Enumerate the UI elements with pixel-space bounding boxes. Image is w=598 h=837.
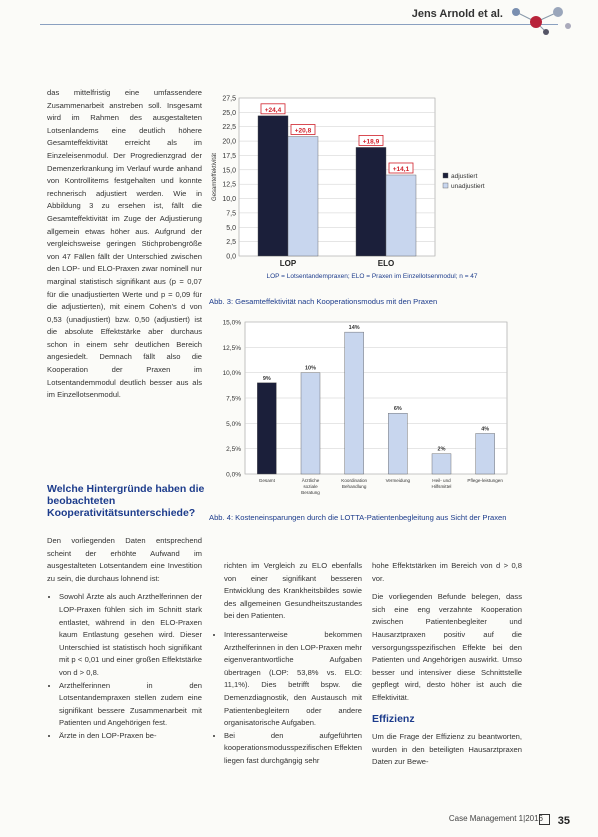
col2-bullet: • Bei den aufgeführten kooperationsmodusspezifischen Effekten liegen fast durchgängig sehr: [224, 730, 362, 768]
y-tick-label: 2,5: [226, 239, 236, 247]
footer-journal: Case Management 1|2016: [448, 814, 543, 823]
y-tick-label: 12,5%: [222, 344, 241, 352]
y-tick-label: 20,0: [222, 138, 236, 146]
bar: [301, 373, 320, 474]
y-axis-label: Gesamteffektivität: [212, 153, 218, 201]
header-author: Jens Arnold et al.: [411, 8, 503, 20]
bar: [345, 332, 364, 474]
x-tick-label: Ärztliche soziale Beratung: [301, 478, 320, 495]
y-tick-label: 22,5: [222, 124, 236, 132]
y-tick-label: 7,5: [226, 210, 236, 218]
figure-3: [207, 92, 525, 297]
data-label: +18,9: [362, 138, 380, 146]
bar: [356, 147, 386, 256]
x-tick-label: Vermeidung: [385, 478, 411, 483]
y-tick-label: 5,0: [226, 224, 236, 232]
page-number: 35: [557, 815, 570, 827]
y-tick-label: 25,0: [222, 109, 236, 117]
bar: [257, 383, 276, 474]
x-tick-label: Gesamt: [258, 478, 275, 483]
y-tick-label: 10,0: [222, 196, 236, 204]
col3-paragraph: Die vorliegenden Befunde belegen, dass sich eine eng verzahnte Kooperation zwischen Patientenbegleiter und Hausarztpraxen positiv auf die versorgungsspezifischen Effekte bei den Patienten und Angehörigen auswirkt. Umso besser und intensiver diese Schnittstelle gepflegt wird, desto höher ist auch die Effektivität.: [372, 592, 522, 702]
header-rule: [40, 24, 558, 25]
col1-intro: Den vorliegenden Daten entsprechend scheint der erhöhte Aufwand im ausgestalteten Lotsentandem eine Investition zu sein, die durchaus lohnend ist:: [47, 536, 202, 583]
data-label: 14%: [348, 325, 360, 332]
section-subheading: Welche Hintergründe haben die beobachteten Kooperativitätsunterschiede?: [47, 483, 205, 519]
left-paragraph: das mittelfristig eine umfassendere Zusammenarbeit anstreben soll. Insgesamt wird im Rahmen des ausgestalteten Lotsenlandems eine deutlich höhere Gesamteffektivität erreicht als im Einzeleisenmodul. Der Progredienzgrad der Demenzerkrankung im Verlauf wurde anhand von Kontrollitems festgehalten und konnte rechnerisch adjustiert werden. Wie in Abbildung 3 zu ersehen ist, fällt die Gesamteffektivität im Zuge der Adjustierung allgemein etwas höher aus. Aufgrund der vergleichsweise geringen Stichprobengröße von 47 Fällen fällt der Unterschied zwischen den LOP- und ELO-Praxen zwar nominell nur marginal statistisch signifikant aus (p = 0,07 für die unadjustierten Werte und p = 0,09 für die adjustierten), mit einem Cohen's d von 0,53 (unadjustiert) bzw. 0,50 (adjustiert) ist die absolute Effektstärke aber durchaus schon in einem sehr deutlichen Bereich angesiedelt. Demnach fällt also die Kooperation der Praxen im Lotsentandemmodul deutlich besser aus als im Einzellotsenmodul.: [47, 88, 202, 400]
col1-bullet: • Sowohl Ärzte als auch Arzthelferinnen der LOP-Praxen fühlen sich im Schnitt stark entlastet, während in den ELO-Praxen kaum Entlastung gesehen wird. Dieser Unterschied ist statistisch hoch signifikant mit p < 0,01 und einer großen Effektstärke von d > 0,8.: [59, 591, 202, 679]
data-label: 4%: [481, 426, 490, 433]
x-tick-label: ELO: [377, 259, 395, 268]
chart-kosteneinsparungen: [207, 318, 525, 510]
y-tick-label: 15,0: [222, 167, 236, 175]
legend-swatch: [443, 173, 448, 178]
bar: [388, 413, 407, 474]
x-tick-label: Heil- und Hilfsmittel: [431, 478, 452, 489]
data-label: +14,1: [392, 165, 410, 173]
data-label: 10%: [304, 365, 317, 372]
col3-continuation: hohe Effektstärken im Bereich von d > 0,8 vor.: [372, 561, 522, 583]
bar: [432, 454, 451, 474]
legend-swatch: [443, 183, 448, 188]
y-tick-label: 5,0%: [226, 420, 241, 428]
column-2-lower: [212, 560, 362, 768]
bar: [258, 116, 288, 256]
chart-gesamteffektivitaet: [207, 92, 525, 292]
y-tick-label: 15,0%: [222, 319, 241, 327]
data-label: +24,4: [264, 106, 282, 114]
data-label: 2%: [437, 446, 446, 453]
column-3-lower: [372, 560, 522, 775]
page-icon: [539, 814, 550, 825]
figure-4-caption: Abb. 4: Kosteneinsparungen durch die LOTTA-Patientenbegleitung aus Sicht der Praxen: [209, 513, 507, 522]
figure-3-caption: Abb. 3: Gesamteffektivität nach Kooperationsmodus mit den Praxen: [209, 297, 438, 306]
y-tick-label: 17,5: [222, 152, 236, 160]
column-1-lower: [47, 535, 202, 743]
data-label: 9%: [262, 375, 271, 382]
y-tick-label: 10,0%: [222, 370, 241, 378]
col2-bullet: • Interessanterweise bekommen Arzthelferinnen in den LOP-Praxen mehr eigenverantwortliche Aufgaben übertragen (LOP: 53,8% vs. ELO: 11,1%). Dies betrifft bspw. die Demenzdiagnostik, den Austausch mit Patientenbegleitern oder andere organisatorische Aufgaben.: [224, 629, 362, 730]
y-tick-label: 7,5%: [226, 395, 241, 403]
chart-footnote: LOP = Lotsentandempraxen; ELO = Praxen im Einzellotsenmodul; n = 47: [266, 273, 478, 280]
x-tick-label: LOP: [279, 259, 297, 268]
bar: [386, 175, 416, 256]
bar: [288, 136, 318, 256]
molecule-decoration-icon: [506, 2, 576, 36]
y-tick-label: 12,5: [222, 181, 236, 189]
data-label: +20,8: [294, 127, 312, 135]
col1-bullet: • Arzthelferinnen in den Lotsentandempraxen stellen zudem eine signifikant bessere Zusammenarbeit mit Patienten und Angehörigen fest.: [59, 680, 202, 730]
y-tick-label: 0,0: [226, 253, 236, 261]
y-tick-label: 2,5%: [226, 446, 241, 454]
y-tick-label: 27,5: [222, 95, 236, 103]
col3-paragraph-2: Um die Frage der Effizienz zu beantworten, wurden in den beteiligten Hausarztpraxen Daten zur Bewe-: [372, 732, 522, 767]
x-tick-label: Pflege-leistungen: [467, 478, 503, 483]
bar: [476, 433, 495, 474]
legend-label: unadjustiert: [451, 183, 485, 190]
data-label: 6%: [393, 406, 402, 413]
col1-bullet: • Ärzte in den LOP-Praxen be-: [59, 730, 202, 743]
x-tick-label: Koordination Behandlung: [341, 478, 368, 489]
legend-label: adjustiert: [451, 173, 478, 180]
figure-4: [207, 318, 525, 515]
left-column-text: [47, 87, 202, 402]
section-heading-effizienz: Effizienz: [372, 712, 415, 725]
col2-continuation: richten im Vergleich zu ELO ebenfalls von einer signifikant besseren Entwicklung des Krankheitsbildes sowie des allgemeinen Gesundheitszustandes bei den Patienten.: [224, 561, 362, 621]
y-tick-label: 0,0%: [226, 471, 241, 479]
